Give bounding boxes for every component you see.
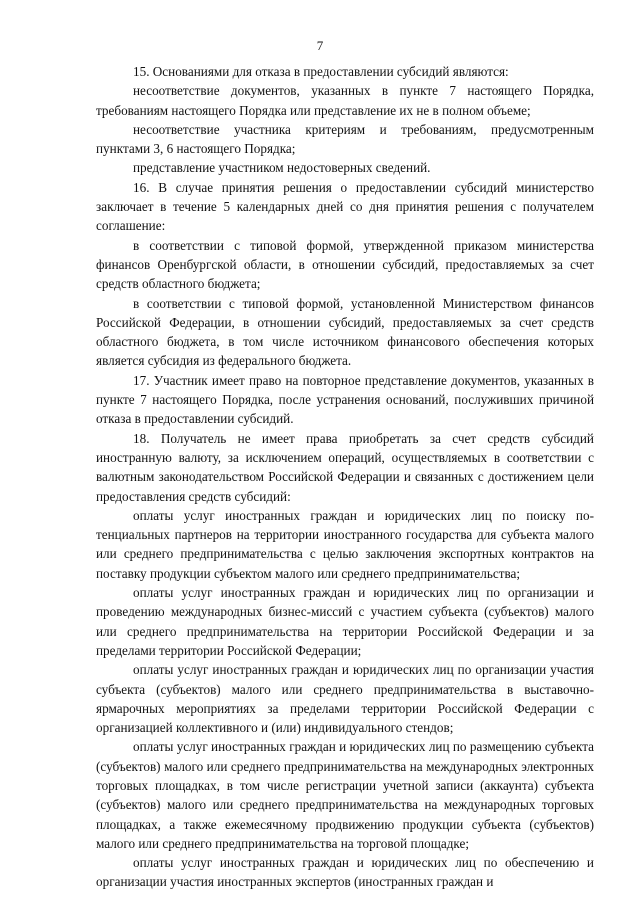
paragraph: оплаты услуг иностранных граждан и юридических лиц по поиску потенциальных партнеров на территории иностранного государства для субъекта малого или среднего предпринимательства с целью заключения экспортных контрактов на поставку продукции субъектом малого или среднего предпринимательства; — [96, 507, 594, 581]
paragraph: 18. Получатель не имеет права приобретать за счет средств субсидий иностранную валюту, за исключением операций, осуществляемых в соответствии с валютным законодательством Российской Федерации и связанных с достижением цели предоставления средств субсидий: — [96, 430, 594, 504]
paragraph: в соответствии с типовой формой, утвержденной приказом министерства финансов Оренбургской области, в отношении субсидий, предоставляемых за счет средств областного бюджета; — [96, 237, 594, 292]
document-body — [96, 62, 594, 892]
paragraph: оплаты услуг иностранных граждан и юридических лиц по обеспечению и организации участия иностранных экспертов (иностранных граждан и — [96, 855, 594, 890]
paragraph: 16. В случае принятия решения о предоставлении субсидий министерство заключает в течение 5 календарных дней со дня принятия решения с получателем соглашение: — [96, 179, 594, 234]
page-number: 7 — [316, 38, 324, 53]
paragraph: 15. Основаниями для отказа в предоставлении субсидий являются: — [133, 64, 509, 79]
paragraph: оплаты услуг иностранных граждан и юридических лиц по размещению субъекта (субъектов) малого или среднего предпринимательства на международных электронных торговых площадках, в том числе регистрации учетной записи (аккаунта) субъекта (субъектов) малого или среднего предпринимательства на международных торговых площадках, а также ежемесячному продвижению продукции субъекта (субъектов) малого или среднего предпринимательства на торговой площадке; — [96, 739, 594, 851]
paragraph: несоответствие документов, указанных в пункте 7 настоящего Порядка, требованиям настоящего Порядка или представление их не в полном объеме; — [96, 83, 594, 118]
paragraph: несоответствие участника критериям и требованиям, предусмотренным пунктами 3, 6 настоящего Порядка; — [96, 121, 594, 157]
paragraph: оплаты услуг иностранных граждан и юридических лиц по организации и проведению международных бизнес-миссий с участием субъекта (субъектов) малого или среднего предпринимательства на территории Российской Федерации и за пределами территории Российской Федерации; — [96, 585, 594, 658]
paragraph: оплаты услуг иностранных граждан и юридических лиц по организации участия субъекта (субъектов) малого или среднего предпринимательства в выставочно-ярмарочных мероприятиях за пределами территории Российской Федерации с организацией коллективного и (или) индивидуального стендов; — [96, 662, 594, 736]
paragraph: 17. Участник имеет право на повторное представление документов, указанных в пункте 7 настоящего Порядка, после устранения оснований, послуживших причиной отказа в предоставлении субсидий. — [96, 372, 594, 427]
paragraph: в соответствии с типовой формой, установленной Министерством финансов Российской Федерации, в отношении субсидий, предоставляемых за счет средств областного бюджета, в том числе источником финансового обеспечения которых является субсидия из федерального бюджета. — [96, 295, 594, 369]
paragraph: представление участником недостоверных сведений. — [133, 160, 431, 176]
